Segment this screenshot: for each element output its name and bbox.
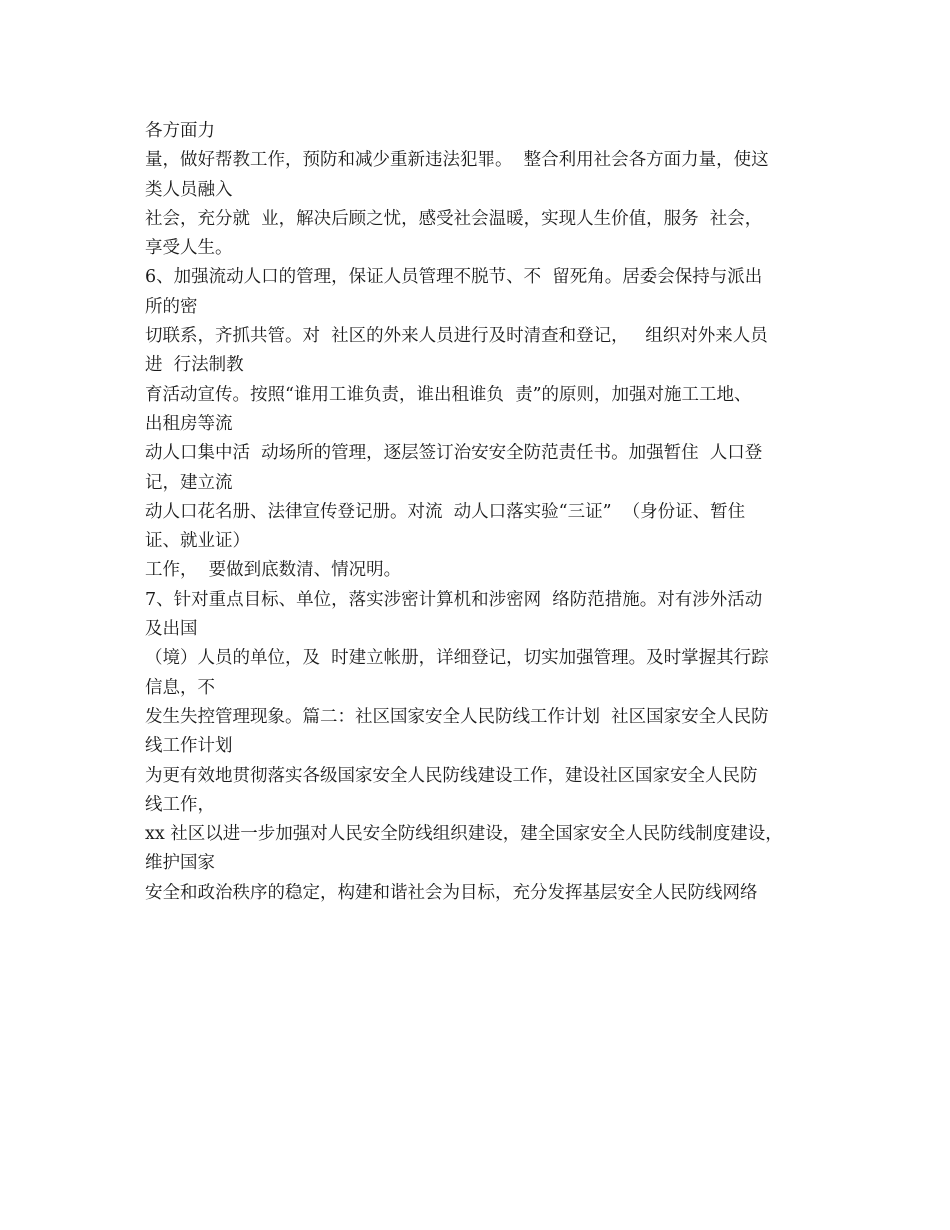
text-line: 工作， 要做到底数清、情况明。 bbox=[145, 560, 402, 581]
text-line: xx 社区以进一步加强对人民安全防线组织建设，建全国家安全人民防线制度建设， bbox=[145, 824, 783, 845]
text-line: 量，做好帮教工作，预防和减少重新违法犯罪。 整合利用社会各方面力量，使这 bbox=[145, 150, 769, 171]
text-line: 6、加强流动人口的管理，保证人员管理不脱节、不 留死角。居委会保持与派出 bbox=[145, 267, 763, 288]
text-line: 线工作计划 bbox=[145, 736, 233, 757]
text-line: 发生失控管理现象。篇二：社区国家安全人民防线工作计划 社区国家安全人民防 bbox=[145, 706, 769, 727]
text-line: 享受人生。 bbox=[145, 238, 233, 259]
text-line: 进 行法制教 bbox=[145, 355, 244, 376]
text-line: 育活动宣传。按照“谁用工谁负责，谁出租谁负 责”的原则，加强对施工工地、 bbox=[145, 384, 752, 405]
text-line: 为更有效地贯彻落实各级国家安全人民防线建设工作，建设社区国家安全人民防 bbox=[145, 765, 758, 786]
text-line: 安全和政治秩序的稳定，构建和谐社会为目标，充分发挥基层安全人民防线网络 bbox=[145, 882, 758, 903]
text-line: 记，建立流 bbox=[145, 472, 233, 493]
text-line: 出租房等流 bbox=[145, 413, 233, 434]
text-line: 所的密 bbox=[145, 296, 198, 317]
text-line: 线工作， bbox=[145, 794, 215, 815]
text-line: （境）人员的单位，及 时建立帐册，详细登记，切实加强管理。及时掌握其行踪 bbox=[145, 648, 769, 669]
text-line: 动人口集中活 动场所的管理，逐层签订治安安全防范责任书。加强暂住 人口登 bbox=[145, 443, 763, 464]
text-line: 维护国家 bbox=[145, 853, 215, 874]
text-line: 各方面力 bbox=[145, 121, 215, 141]
text-line: 社会，充分就 业，解决后顾之忧，感受社会温暖，实现人生价值，服务 社会， bbox=[145, 208, 763, 229]
body-text bbox=[145, 117, 815, 908]
text-line: 动人口花名册、法律宣传登记册。对流 动人口落实验“三证” （身份证、暂住 bbox=[145, 501, 746, 522]
text-line: 信息，不 bbox=[145, 677, 215, 698]
text-line: 类人员融入 bbox=[145, 179, 233, 200]
text-line: 切联系，齐抓共管。对 社区的外来人员进行及时清查和登记， 组织对外来人员 bbox=[145, 326, 768, 347]
text-line: 证、就业证） bbox=[145, 531, 250, 552]
text-line: 7、针对重点目标、单位，落实涉密计算机和涉密网 络防范措施。对有涉外活动 bbox=[145, 589, 763, 610]
text-line: 及出国 bbox=[145, 619, 198, 640]
